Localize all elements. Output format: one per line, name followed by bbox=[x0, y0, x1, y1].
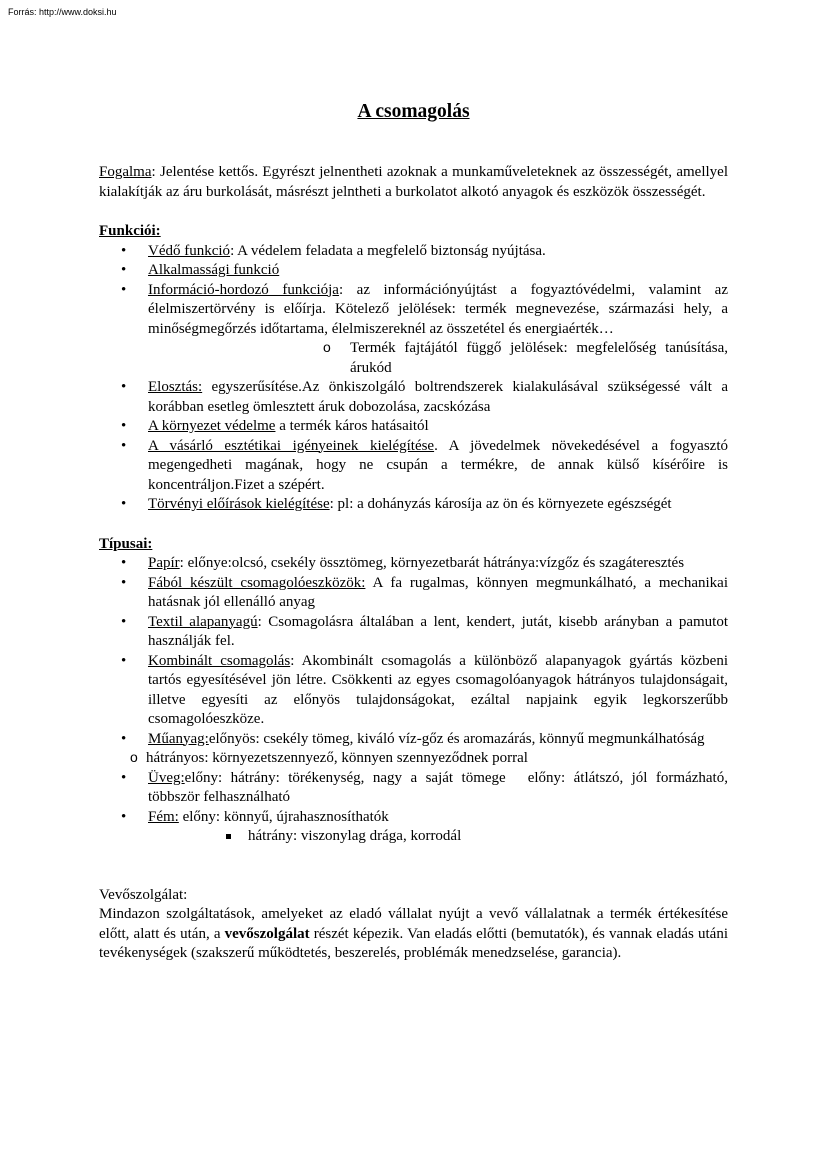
item-text: előny: hátrány: törékenység, nagy a saját tömege bbox=[184, 769, 506, 786]
source-line: Forrás: http://www.doksi.hu bbox=[8, 7, 117, 17]
item-text: előny: átlátszó, jól formázható, többször felhasználható bbox=[148, 769, 728, 805]
list-item bbox=[99, 730, 728, 750]
service-bold-term: vevőszolgálat bbox=[224, 925, 310, 942]
item-text: egyszerűsítése.Az önkiszolgáló boltrendszerek kialakulásával szükségessé vált a korábban esetleg ömlesztett áruk dobozolása, zacskózása bbox=[148, 379, 728, 415]
list-item bbox=[99, 437, 728, 496]
item-text: : az információnyújtást a fogyaztóvédelmi, valamint az élelmiszertörvény is előírja. Kötelező jelölések: termék megnevezése, származási hely, a minőségmegőrzés időtartama, élelmiszereknél az összetétel és energiaérték… bbox=[148, 281, 728, 337]
item-label: A környezet védelme bbox=[148, 418, 276, 434]
service-heading: Vevőszolgálat: bbox=[99, 886, 188, 903]
item-text: : Csomagolásra általában a lent, kendert, jutát, kisebb arányban a pamutot használják fel. bbox=[148, 613, 728, 649]
list-item bbox=[99, 808, 728, 828]
item-text: : Akombinált csomagolás a különböző alapanyagok gyártás közbeni tartós egyesítésével jön létre. Csökkenti az egyes csomagolóanyagok hátrányos tulajdonságait, illetve egyesíti az előnyös tulajdonságokat, ezáltal napjaink egyik legkorszerűbb csomagolóeszköze. bbox=[148, 652, 728, 727]
item-label: Üveg: bbox=[148, 769, 185, 786]
item-label: Papír bbox=[148, 555, 180, 571]
types-heading: Típusai: bbox=[99, 535, 153, 552]
service-text: Mindazon szolgáltatások, amelyeket az eladó vállalat nyújt a vevő vállalatnak a termék értékesítése előtt, alatt és után, a bbox=[99, 906, 728, 942]
item-text: . A jövedelmek növekedésével a fogyasztó megengedheti magának, hogy ne csupán a termékre, de annak külső kísérőire is koncentráljon.Fizet a szépért. bbox=[148, 437, 728, 493]
service-paragraph bbox=[99, 905, 728, 964]
item-text: : előnye:olcsó, csekély össztömeg, környezetbarát hátránya:vízgőz és szagáteresztés bbox=[179, 555, 685, 571]
list-item bbox=[99, 495, 728, 515]
list-item bbox=[99, 242, 728, 262]
item-text: előny: könnyű, újrahasznosíthatók bbox=[178, 808, 389, 825]
document-body bbox=[99, 163, 728, 964]
sub-list-item: o Termék fajtájától függő jelölések: megfelelőség tanúsítása, árukód bbox=[99, 339, 728, 378]
item-label: Elosztás: bbox=[148, 379, 203, 395]
item-label: Védő funkció bbox=[148, 242, 231, 259]
item-label: Információ-hordozó funkciója bbox=[148, 281, 339, 298]
list-item bbox=[99, 281, 728, 340]
item-label: A vásárló esztétikai igényeinek kielégítése bbox=[148, 437, 435, 454]
functions-list bbox=[99, 242, 728, 515]
types-list bbox=[99, 554, 728, 847]
item-label: Fából készült csomagolóeszközök: bbox=[148, 574, 366, 591]
item-text: : pl: a dohányzás károsíja az ön és környezete egészségét bbox=[329, 496, 672, 512]
item-label: Alkalmassági funkció bbox=[148, 262, 280, 278]
definition-label: Fogalma bbox=[99, 164, 152, 180]
list-item bbox=[99, 417, 728, 437]
page-title: A csomagolás bbox=[357, 101, 470, 122]
list-item bbox=[99, 613, 728, 652]
list-item bbox=[99, 378, 728, 417]
item-text: A fa rugalmas, könnyen megmunkálható, a mechanikai hatásnak jól ellenálló anyag bbox=[148, 574, 729, 610]
sub-list-item: o hátrányos: környezetszennyező, könnyen szennyeződnek porral bbox=[99, 749, 728, 769]
definition-paragraph bbox=[99, 163, 728, 202]
item-text: : A védelem feladata a megfelelő biztonság nyújtása. bbox=[230, 242, 546, 259]
functions-heading: Funkciói: bbox=[99, 223, 161, 239]
list-item bbox=[99, 652, 728, 730]
item-label: Fém: bbox=[148, 808, 179, 825]
item-label: Kombinált csomagolás bbox=[148, 652, 291, 669]
item-label: Törvényi előírások kielégítése bbox=[148, 496, 330, 512]
list-item bbox=[99, 574, 728, 613]
service-text: részét képezik. Van eladás előtti (bemutatók), és vannak eladás utáni tevékenységek (szakszerű működtetés, beszerelés, problémák menedzselése, garancia). bbox=[99, 925, 728, 961]
list-item bbox=[99, 554, 728, 574]
definition-text: : Jelentése kettős. Egyrészt jelnentheti azoknak a munkaműveleteknek az összességét, amellyel kialakítják az áru burkolását, másrészt jelntheti a burkolatot alkotó anyagok és eszközök összességét. bbox=[99, 164, 728, 200]
list-item bbox=[99, 261, 728, 281]
item-label: Textil alapanyagú bbox=[148, 613, 258, 630]
sub-list-item: hátrány: viszonylag drága, korrodál bbox=[99, 827, 728, 847]
list-item bbox=[99, 769, 728, 808]
item-label: Műanyag: bbox=[148, 730, 209, 747]
item-text: a termék káros hatásaitól bbox=[275, 418, 429, 434]
item-text: előnyös: csekély tömeg, kiváló víz-gőz és aromazárás, könnyű megmunkálhatóság bbox=[208, 730, 705, 747]
